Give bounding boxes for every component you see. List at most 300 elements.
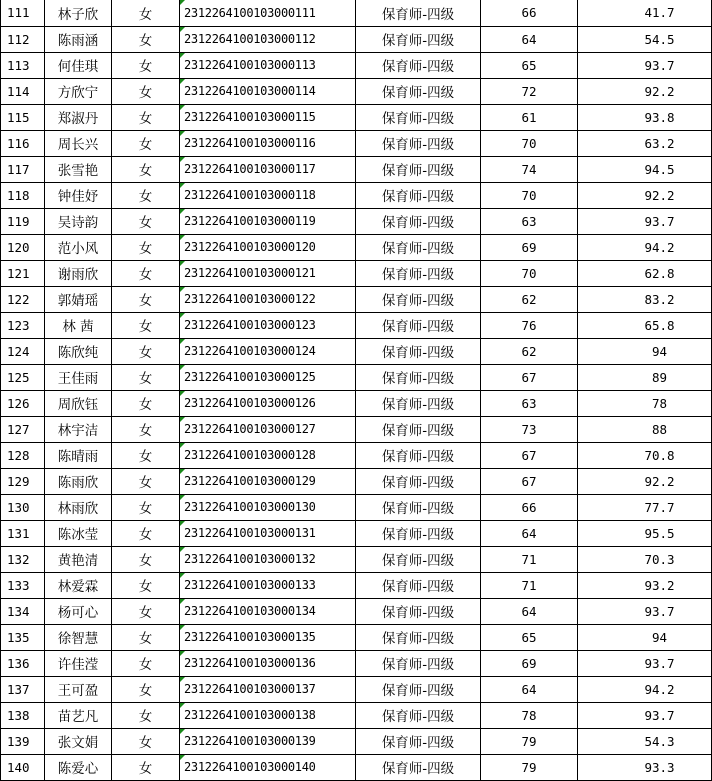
cell-row-number-text: 116 (7, 135, 30, 151)
cell-name[interactable] (45, 468, 112, 494)
cell-grade-text: 保育师-四级 (381, 59, 455, 75)
cell-name[interactable] (45, 624, 112, 650)
cell-cert-id-text: 2312264100103000117 (184, 162, 316, 176)
cell-theory-score[interactable] (481, 26, 578, 52)
cell-theory-score[interactable] (481, 728, 578, 754)
cell-grade[interactable] (356, 78, 481, 104)
cell-grade[interactable] (356, 52, 481, 78)
cell-theory-score[interactable] (481, 260, 578, 286)
cell-practical-score[interactable] (578, 650, 712, 676)
cell-grade-text: 保育师-四级 (381, 293, 455, 309)
cell-cert-id-text: 2312264100103000120 (184, 240, 316, 254)
cell-name[interactable] (45, 572, 112, 598)
cell-row-number-text: 131 (7, 525, 30, 541)
cell-grade-text: 保育师-四级 (381, 631, 455, 647)
cell-theory-score[interactable] (481, 598, 578, 624)
cell-gender[interactable] (112, 702, 180, 728)
cell-cert-id[interactable] (180, 156, 356, 182)
cell-row-number[interactable] (1, 364, 45, 390)
cell-gender[interactable] (112, 0, 180, 26)
cell-name-text: 林 茜 (62, 319, 94, 335)
cell-row-number[interactable] (1, 676, 45, 702)
table-row (1, 468, 712, 494)
cell-practical-score-text: 70.3 (644, 551, 675, 567)
cell-name[interactable] (45, 312, 112, 338)
cell-row-number[interactable] (1, 728, 45, 754)
cell-name-text: 徐智慧 (57, 631, 99, 647)
cell-grade[interactable] (356, 104, 481, 130)
cell-gender[interactable] (112, 156, 180, 182)
cell-cert-id[interactable] (180, 390, 356, 416)
cell-cert-id[interactable] (180, 468, 356, 494)
cell-gender-text: 女 (138, 59, 153, 75)
cell-cert-id[interactable] (180, 312, 356, 338)
table-row (1, 78, 712, 104)
cell-name[interactable] (45, 26, 112, 52)
cell-practical-score-text: 93.7 (644, 603, 675, 619)
cell-gender[interactable] (112, 130, 180, 156)
cell-theory-score[interactable] (481, 702, 578, 728)
cell-grade[interactable] (356, 156, 481, 182)
cell-theory-score[interactable] (481, 468, 578, 494)
table-row (1, 234, 712, 260)
cell-name-text: 陈冰莹 (57, 527, 99, 543)
cell-grade[interactable] (356, 234, 481, 260)
cell-cert-id-text: 2312264100103000122 (184, 292, 316, 306)
cell-row-number[interactable] (1, 78, 45, 104)
cell-grade[interactable] (356, 468, 481, 494)
cell-practical-score[interactable] (578, 260, 712, 286)
cell-gender[interactable] (112, 234, 180, 260)
cell-cert-id[interactable] (180, 416, 356, 442)
cell-practical-score[interactable] (578, 338, 712, 364)
table-row (1, 442, 712, 468)
cell-theory-score[interactable] (481, 234, 578, 260)
cell-gender[interactable] (112, 468, 180, 494)
cell-practical-score[interactable] (578, 442, 712, 468)
cell-grade[interactable] (356, 338, 481, 364)
cell-practical-score[interactable] (578, 104, 712, 130)
cell-practical-score[interactable] (578, 416, 712, 442)
cell-name[interactable] (45, 598, 112, 624)
cell-theory-score[interactable] (481, 312, 578, 338)
cell-name[interactable] (45, 338, 112, 364)
cell-grade[interactable] (356, 130, 481, 156)
cell-practical-score[interactable] (578, 572, 712, 598)
cell-theory-score[interactable] (481, 182, 578, 208)
cell-cert-id[interactable] (180, 130, 356, 156)
cell-theory-score-text: 70 (521, 187, 537, 203)
cell-row-number[interactable] (1, 416, 45, 442)
cell-name[interactable] (45, 286, 112, 312)
cell-grade[interactable] (356, 286, 481, 312)
cell-practical-score[interactable] (578, 754, 712, 780)
cell-gender[interactable] (112, 416, 180, 442)
cell-name[interactable] (45, 364, 112, 390)
cell-row-number[interactable] (1, 260, 45, 286)
cell-practical-score-text: 77.7 (644, 499, 675, 515)
cell-grade-text: 保育师-四级 (381, 189, 455, 205)
cell-practical-score[interactable] (578, 390, 712, 416)
cell-grade[interactable] (356, 26, 481, 52)
cell-practical-score[interactable] (578, 702, 712, 728)
cell-cert-id-text: 2312264100103000127 (184, 422, 316, 436)
cell-name[interactable] (45, 156, 112, 182)
cell-practical-score[interactable] (578, 156, 712, 182)
cell-cert-id[interactable] (180, 104, 356, 130)
cell-grade-text: 保育师-四级 (381, 449, 455, 465)
cell-cert-id[interactable] (180, 754, 356, 780)
cell-grade[interactable] (356, 598, 481, 624)
cell-cert-id[interactable] (180, 598, 356, 624)
cell-gender[interactable] (112, 52, 180, 78)
cell-gender[interactable] (112, 520, 180, 546)
cell-theory-score[interactable] (481, 130, 578, 156)
cell-theory-score-text: 71 (521, 577, 537, 593)
cell-name[interactable] (45, 104, 112, 130)
cell-row-number[interactable] (1, 234, 45, 260)
cell-practical-score[interactable] (578, 546, 712, 572)
table-body (1, 0, 712, 780)
cell-practical-score[interactable] (578, 312, 712, 338)
table-row (1, 260, 712, 286)
cell-grade[interactable] (356, 624, 481, 650)
cell-grade[interactable] (356, 520, 481, 546)
cell-row-number[interactable] (1, 182, 45, 208)
cell-gender[interactable] (112, 78, 180, 104)
cell-gender-text: 女 (138, 761, 153, 777)
cell-name[interactable] (45, 416, 112, 442)
cell-row-number[interactable] (1, 312, 45, 338)
cell-row-number[interactable] (1, 494, 45, 520)
table-row (1, 546, 712, 572)
cell-theory-score[interactable] (481, 754, 578, 780)
cell-name[interactable] (45, 390, 112, 416)
table-row (1, 650, 712, 676)
cell-practical-score-text: 94.2 (644, 239, 675, 255)
cell-row-number-text: 137 (7, 681, 30, 697)
text-number-flag-icon (180, 599, 185, 604)
cell-name-text: 杨可心 (57, 605, 99, 621)
cell-cert-id[interactable] (180, 442, 356, 468)
cell-practical-score-text: 93.7 (644, 213, 675, 229)
cell-grade[interactable] (356, 650, 481, 676)
cell-cert-id[interactable] (180, 78, 356, 104)
cell-name-text: 苗艺凡 (57, 709, 99, 725)
cell-name[interactable] (45, 78, 112, 104)
cell-gender[interactable] (112, 624, 180, 650)
cell-grade[interactable] (356, 702, 481, 728)
cell-theory-score-text: 67 (521, 447, 537, 463)
cell-theory-score[interactable] (481, 416, 578, 442)
cell-cert-id[interactable] (180, 234, 356, 260)
cell-gender-text: 女 (138, 553, 153, 569)
cell-grade-text: 保育师-四级 (381, 6, 455, 23)
cell-cert-id[interactable] (180, 546, 356, 572)
cell-row-number[interactable] (1, 0, 45, 26)
cell-cert-id[interactable] (180, 260, 356, 286)
cell-grade[interactable] (356, 208, 481, 234)
cell-gender-text: 女 (138, 319, 153, 335)
cell-grade[interactable] (356, 442, 481, 468)
cell-practical-score[interactable] (578, 468, 712, 494)
cell-practical-score[interactable] (578, 52, 712, 78)
cell-practical-score[interactable] (578, 0, 712, 26)
cell-theory-score[interactable] (481, 546, 578, 572)
cell-row-number[interactable] (1, 156, 45, 182)
cell-theory-score[interactable] (481, 442, 578, 468)
cell-grade[interactable] (356, 754, 481, 780)
cell-gender[interactable] (112, 598, 180, 624)
cell-cert-id[interactable] (180, 208, 356, 234)
cell-name[interactable] (45, 650, 112, 676)
cell-gender[interactable] (112, 390, 180, 416)
cell-practical-score[interactable] (578, 182, 712, 208)
cell-cert-id[interactable] (180, 52, 356, 78)
cell-practical-score[interactable] (578, 676, 712, 702)
cell-theory-score[interactable] (481, 52, 578, 78)
cell-theory-score[interactable] (481, 624, 578, 650)
cell-name[interactable] (45, 234, 112, 260)
cell-grade[interactable] (356, 676, 481, 702)
cell-row-number[interactable] (1, 390, 45, 416)
cell-name-text: 吴诗韵 (57, 215, 99, 231)
cell-row-number[interactable] (1, 130, 45, 156)
cell-cert-id-text: 2312264100103000112 (184, 32, 316, 46)
cell-practical-score[interactable] (578, 26, 712, 52)
cell-theory-score[interactable] (481, 78, 578, 104)
cell-row-number[interactable] (1, 52, 45, 78)
cell-row-number[interactable] (1, 572, 45, 598)
cell-row-number-text: 114 (7, 83, 30, 99)
cell-gender[interactable] (112, 26, 180, 52)
cell-theory-score[interactable] (481, 338, 578, 364)
cell-gender[interactable] (112, 650, 180, 676)
cell-gender-text: 女 (138, 215, 153, 231)
cell-practical-score-text: 94 (651, 629, 668, 645)
cell-name-text: 陈晴雨 (57, 449, 99, 465)
cell-name[interactable] (45, 702, 112, 728)
cell-cert-id-text: 2312264100103000119 (184, 214, 316, 228)
cell-gender[interactable] (112, 494, 180, 520)
cell-cert-id[interactable] (180, 676, 356, 702)
cell-theory-score[interactable] (481, 208, 578, 234)
cell-grade[interactable] (356, 364, 481, 390)
cell-row-number-text: 133 (7, 577, 30, 593)
cell-name-text: 林宇洁 (57, 423, 99, 439)
cell-gender-text: 女 (138, 85, 153, 101)
cell-gender[interactable] (112, 754, 180, 780)
cell-row-number[interactable] (1, 520, 45, 546)
cell-grade[interactable] (356, 416, 481, 442)
cell-gender[interactable] (112, 728, 180, 754)
cell-name[interactable] (45, 520, 112, 546)
cell-gender[interactable] (112, 260, 180, 286)
cell-row-number[interactable] (1, 650, 45, 676)
cell-practical-score-text: 94.2 (644, 681, 675, 697)
cell-row-number[interactable] (1, 208, 45, 234)
cell-theory-score-text: 78 (521, 707, 537, 723)
cell-theory-score[interactable] (481, 520, 578, 546)
cell-name[interactable] (45, 494, 112, 520)
cell-practical-score-text: 93.8 (644, 109, 675, 125)
cell-theory-score[interactable] (481, 494, 578, 520)
cell-practical-score[interactable] (578, 234, 712, 260)
cell-theory-score[interactable] (481, 286, 578, 312)
cell-theory-score[interactable] (481, 0, 578, 26)
cell-row-number[interactable] (1, 754, 45, 780)
cell-practical-score[interactable] (578, 520, 712, 546)
cell-name[interactable] (45, 130, 112, 156)
cell-grade-text: 保育师-四级 (381, 579, 455, 595)
cell-cert-id[interactable] (180, 26, 356, 52)
cell-gender-text: 女 (138, 657, 153, 673)
cell-gender[interactable] (112, 208, 180, 234)
cell-row-number-text: 130 (7, 499, 30, 515)
cell-gender[interactable] (112, 312, 180, 338)
cell-name-text: 周长兴 (57, 137, 99, 153)
cell-practical-score[interactable] (578, 78, 712, 104)
cell-row-number[interactable] (1, 26, 45, 52)
cell-gender[interactable] (112, 182, 180, 208)
cell-gender[interactable] (112, 104, 180, 130)
cell-grade[interactable] (356, 390, 481, 416)
cell-cert-id[interactable] (180, 624, 356, 650)
cell-cert-id[interactable] (180, 0, 356, 26)
cell-theory-score[interactable] (481, 364, 578, 390)
cell-theory-score-text: 67 (521, 473, 537, 489)
cell-practical-score[interactable] (578, 624, 712, 650)
text-number-flag-icon (180, 443, 185, 448)
cell-cert-id[interactable] (180, 650, 356, 676)
cell-name-text: 王佳雨 (57, 371, 99, 387)
table-row (1, 494, 712, 520)
cell-grade-text: 保育师-四级 (381, 267, 455, 283)
cell-name[interactable] (45, 0, 112, 26)
cell-practical-score[interactable] (578, 598, 712, 624)
cell-name-text: 张雪艳 (57, 163, 99, 179)
cell-gender[interactable] (112, 572, 180, 598)
cell-gender[interactable] (112, 286, 180, 312)
cell-cert-id[interactable] (180, 338, 356, 364)
cell-grade-text: 保育师-四级 (381, 215, 455, 231)
cell-row-number[interactable] (1, 104, 45, 130)
cell-grade[interactable] (356, 494, 481, 520)
cell-cert-id-text: 2312264100103000115 (184, 110, 316, 124)
cell-cert-id[interactable] (180, 182, 356, 208)
cell-theory-score[interactable] (481, 572, 578, 598)
cell-cert-id[interactable] (180, 702, 356, 728)
cell-theory-score-text: 69 (521, 239, 537, 255)
cell-name-text: 范小风 (57, 241, 99, 257)
text-number-flag-icon (180, 131, 185, 136)
cell-name[interactable] (45, 546, 112, 572)
cell-gender[interactable] (112, 338, 180, 364)
cell-name[interactable] (45, 52, 112, 78)
cell-row-number[interactable] (1, 624, 45, 650)
cell-name-text: 方欣宁 (57, 85, 99, 101)
cell-name[interactable] (45, 260, 112, 286)
cell-gender[interactable] (112, 546, 180, 572)
cell-practical-score-text: 93.7 (644, 57, 675, 73)
cell-name[interactable] (45, 442, 112, 468)
cell-theory-score[interactable] (481, 156, 578, 182)
cell-gender-text: 女 (138, 527, 153, 543)
cell-row-number[interactable] (1, 286, 45, 312)
cell-cert-id-text: 2312264100103000132 (184, 552, 316, 566)
cell-practical-score[interactable] (578, 130, 712, 156)
cell-cert-id[interactable] (180, 494, 356, 520)
cell-name[interactable] (45, 728, 112, 754)
cell-practical-score[interactable] (578, 364, 712, 390)
cell-row-number[interactable] (1, 442, 45, 468)
cell-practical-score-text: 63.2 (644, 135, 675, 151)
cell-name-text: 何佳琪 (57, 59, 99, 75)
text-number-flag-icon (180, 287, 185, 292)
cell-practical-score[interactable] (578, 494, 712, 520)
cell-grade[interactable] (356, 728, 481, 754)
cell-theory-score[interactable] (481, 104, 578, 130)
cell-gender[interactable] (112, 676, 180, 702)
cell-theory-score[interactable] (481, 676, 578, 702)
cell-name[interactable] (45, 208, 112, 234)
cell-grade[interactable] (356, 572, 481, 598)
table-row (1, 52, 712, 78)
cell-gender[interactable] (112, 442, 180, 468)
text-number-flag-icon (180, 651, 185, 656)
cell-cert-id[interactable] (180, 286, 356, 312)
cell-gender[interactable] (112, 364, 180, 390)
cell-grade[interactable] (356, 260, 481, 286)
cell-name[interactable] (45, 754, 112, 780)
cell-grade[interactable] (356, 0, 481, 26)
cell-grade[interactable] (356, 546, 481, 572)
cell-grade[interactable] (356, 312, 481, 338)
cell-theory-score-text: 79 (521, 733, 537, 749)
cell-theory-score[interactable] (481, 650, 578, 676)
cell-grade-text: 保育师-四级 (381, 85, 455, 101)
cell-cert-id-text: 2312264100103000126 (184, 396, 316, 410)
cell-name[interactable] (45, 676, 112, 702)
text-number-flag-icon (180, 183, 185, 188)
cell-practical-score[interactable] (578, 728, 712, 754)
cell-row-number[interactable] (1, 468, 45, 494)
cell-name[interactable] (45, 182, 112, 208)
cell-row-number[interactable] (1, 338, 45, 364)
cell-name-text: 郑淑丹 (57, 111, 99, 127)
cell-cert-id[interactable] (180, 520, 356, 546)
cell-grade[interactable] (356, 182, 481, 208)
table-row (1, 338, 712, 364)
cell-row-number-text: 127 (7, 421, 30, 437)
text-number-flag-icon (180, 0, 185, 5)
cell-cert-id-text: 2312264100103000111 (184, 5, 316, 20)
cell-cert-id[interactable] (180, 364, 356, 390)
cell-theory-score[interactable] (481, 390, 578, 416)
cell-cert-id[interactable] (180, 728, 356, 754)
cell-row-number[interactable] (1, 702, 45, 728)
cell-practical-score[interactable] (578, 208, 712, 234)
table-row (1, 728, 712, 754)
cell-row-number[interactable] (1, 546, 45, 572)
cell-cert-id[interactable] (180, 572, 356, 598)
cell-practical-score[interactable] (578, 286, 712, 312)
cell-row-number[interactable] (1, 598, 45, 624)
cell-grade-text: 保育师-四级 (381, 553, 455, 569)
cell-theory-score-text: 62 (521, 291, 537, 307)
table-row (1, 208, 712, 234)
text-number-flag-icon (180, 157, 185, 162)
